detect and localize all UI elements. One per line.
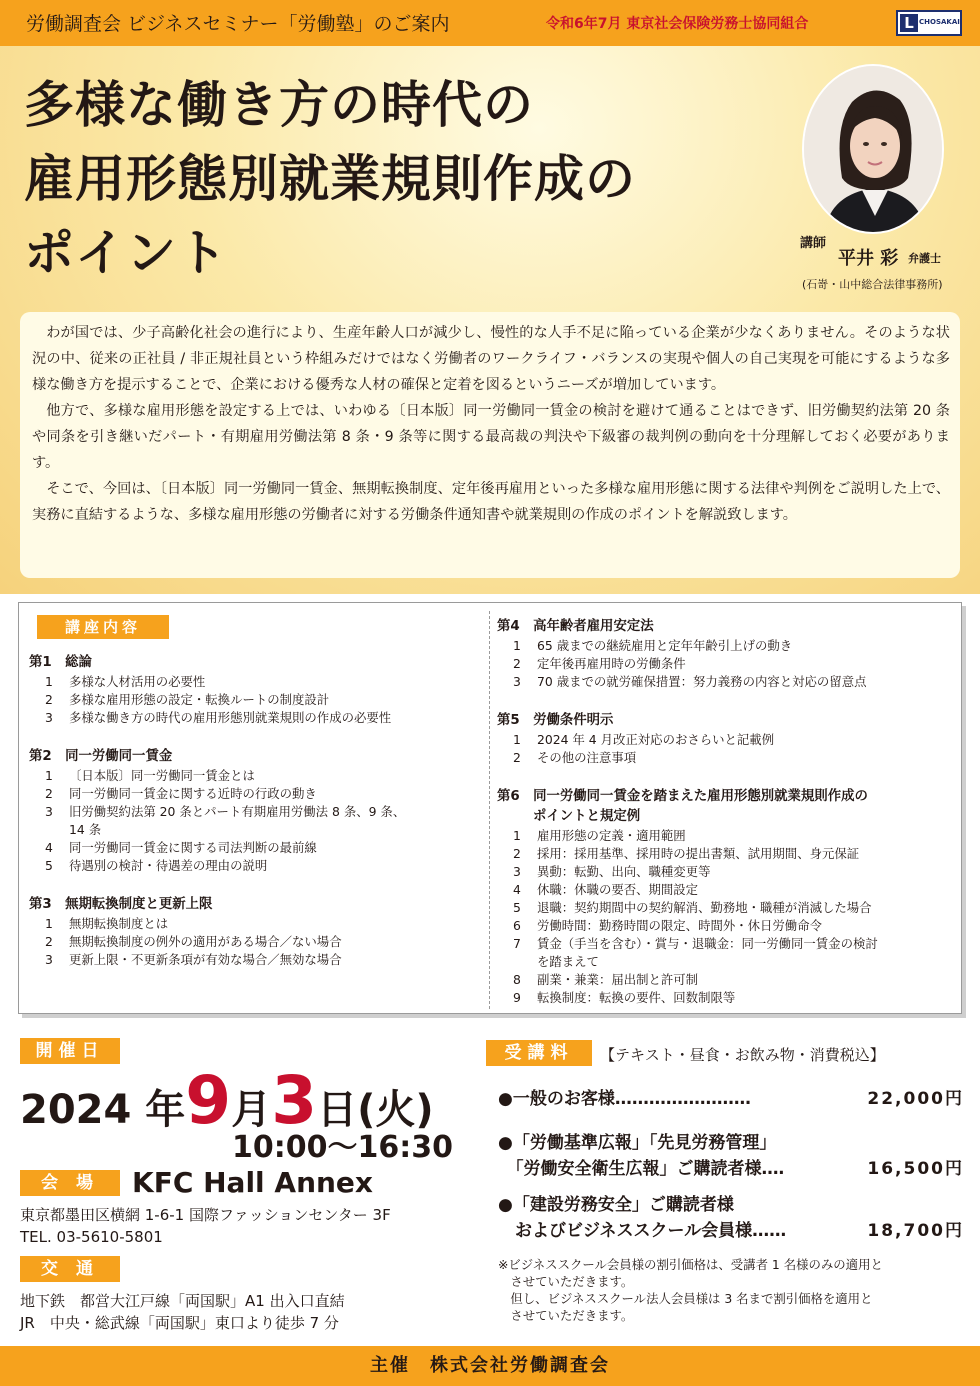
lecturer-title: 弁護士 [908,252,941,265]
section-heading: 第5 労働条件明示 [497,713,614,728]
course-section-3 [29,895,481,969]
list-item: 5 待遇別の検討・待遇差の理由の説明 [45,858,268,873]
price-general: 22,000円 [867,1089,964,1109]
intro-paragraph: わが国では、少子高齢化社会の進行により、生産年齢人口が減少し、慢性的な人手不足に陥っている企業が少なくありません。そのような状況の中、従来の正社員 / 非正規社員という枠組みだけではなく労働者のワークライフ・バランスの実現や個人の自己実現を可能にするような多様な働き方を提示することで、企業における優秀な人材の確保と定着を図るというニーズが増加しています。 [32,325,950,393]
event-time: 10:00～16:30 [232,1130,453,1165]
intro-text-box [20,312,960,578]
list-item: 3 70 歳までの就労確保措置：努力義務の内容と対応の留意点 [513,674,867,689]
fee-member: ●「建設労務安全」ご購読者様 およびビジネススクール会員様‥‥‥ 18,700円 [498,1192,964,1244]
lecturer-name: 平井 彩 [838,248,899,269]
page-title [24,68,636,290]
event-month: 9 [185,1062,232,1139]
title-line-2: 雇用形態別就業規則作成の [24,150,636,208]
list-item: 3 異動：転勤、出向、職種変更等 [513,864,711,879]
fee-subscriber: ●「労働基準広報」「先見労務管理」 「労働安全衛生広報」ご購読者様‥‥ 16,500円 [498,1130,964,1182]
section-heading: 第2 同一労働同一賃金 [29,749,173,764]
section-heading: 第1 総論 [29,655,92,670]
list-item: 4 同一労働同一賃金に関する司法判断の最前線 [45,840,317,855]
title-line-1: 多様な働き方の時代の [24,76,534,134]
logo-text: CHOSAKAI [919,18,960,26]
course-section-2 [29,747,481,875]
lecturer-affiliation: (石嵜・山中総合法律事務所) [802,278,943,291]
event-year: 2024 年 [20,1087,186,1133]
price-subscriber: 16,500円 [867,1159,964,1179]
course-contents-label: 講座内容 [37,615,169,639]
event-month-unit: 月 [231,1087,272,1133]
section-heading: 第3 無期転換制度と更新上限 [29,897,213,912]
fee-general: ●一般のお客様…………………… 22,000円 [498,1086,964,1112]
organizer-text: 主催 株式会社労働調査会 [370,1355,610,1376]
list-item: 7 賃金（手当を含む）・賞与・退職金：同一労働同一賃金の検討 を踏まえて [513,936,878,969]
footer-bar [0,1346,980,1386]
venue-name: KFC Hall Annex [132,1166,373,1199]
logo-letter: L [900,14,918,32]
header-bar [0,0,980,46]
lecturer-portrait-icon [804,66,944,234]
venue-label: 会 場 [20,1170,120,1196]
list-item: 3 更新上限・不更新条項が有効な場合／無効な場合 [45,952,342,967]
access-label: 交 通 [20,1256,120,1282]
fee-notes: ※ビジネススクール会員様の割引価格は、受講者 1 名様のみの適用と させていただきます。 但し、ビジネススクール法人会員様は 3 名まで割引価格を適用と させていただきます。 [498,1257,883,1323]
fee-inclusion-note: 【テキスト・昼食・お飲み物・消費税込】 [600,1046,885,1064]
list-item: 2 採用：採用基準、採用時の提出書類、試用期間、身元保証 [513,846,860,861]
course-section-6 [497,787,957,1007]
list-item: 2 多様な雇用形態の設定・転換ルートの制度設計 [45,692,330,707]
list-item: 1 2024 年 4 月改正対応のおさらいと記載例 [513,732,775,747]
fee-label: 受講料 [486,1040,592,1066]
list-item: 3 旧労働契約法第 20 条とパート有期雇用労働法 8 条、9 条、 14 条 [45,804,406,837]
list-item: 1 65 歳までの継続雇用と定年年齢引上げの動き [513,638,793,653]
cosponsor-text: 令和6年7月 東京社会保険労務士協同組合 [546,16,809,32]
date-label: 開催日 [20,1038,120,1064]
title-line-3: ポイント [24,224,228,282]
lecturer-role: 講師 [800,236,827,251]
intro-paragraph: 他方で、多様な雇用形態を設定する上では、いわゆる〔日本版〕同一労働同一賃金の検討を避けて通ることはできず、旧労働契約法第 20 条や同条を引き継いだパート・有期雇用労働法第 8 条・9 条等に関する最高裁の判決や下級審の裁判例の動向を十分理解しておく必要があります。 [32,403,950,471]
list-item: 6 労働時間：勤務時間の限定、時間外・休日労働命令 [513,918,822,933]
section-heading: 第4 高年齢者雇用安定法 [497,619,654,634]
access-subway: 地下鉄 都営大江戸線「両国駅」A1 出入口直結 [20,1292,345,1310]
list-item: 2 定年後再雇用時の労働条件 [513,656,686,671]
course-section-4 [497,617,957,691]
course-section-1 [29,653,481,727]
chosakai-logo [896,10,962,36]
list-item: 2 同一労働同一賃金に関する近時の行政の動き [45,786,317,801]
list-item: 1 無期転換制度とは [45,916,169,931]
intro-paragraph: そこで、今回は、〔日本版〕同一労働同一賃金、無期転換制度、定年後再雇用といった多様な雇用形態に関する法律や判例をご説明した上で、実務に直結するような、多様な雇用形態の労働者に対する労働条件通知書や就業規則の作成のポイントを解説致します。 [32,481,950,523]
list-item: 9 転換制度：転換の要件、回数制限等 [513,990,736,1005]
course-section-5 [497,711,957,767]
venue-address: 東京都墨田区横網 1-6-1 国際ファッションセンター 3F [20,1206,391,1224]
event-day-unit: 日(火) [317,1087,434,1133]
event-day: 3 [271,1062,318,1139]
lecturer-photo [802,64,944,234]
list-item: 2 その他の注意事項 [513,750,637,765]
list-item: 1 雇用形態の定義・適用範囲 [513,828,686,843]
list-item: 4 休職：休職の要否、期間設定 [513,882,699,897]
venue-tel: TEL. 03-5610-5801 [20,1228,163,1246]
list-item: 5 退職：契約期間中の契約解消、勤務地・職種が消滅した場合 [513,900,872,915]
list-item: 1 〔日本版〕同一労働同一賃金とは [45,768,255,783]
price-member: 18,700円 [867,1221,964,1241]
list-item: 2 無期転換制度の例外の適用がある場合／ない場合 [45,934,342,949]
list-item: 3 多様な働き方の時代の雇用形態別就業規則の作成の必要性 [45,710,392,725]
series-title: 労働調査会 ビジネスセミナー「労働塾」のご案内 [26,13,450,35]
list-item: 1 多様な人材活用の必要性 [45,674,206,689]
course-contents-box [18,602,962,1014]
column-divider [489,611,490,1009]
section-heading: 第6 同一労働同一賃金を踏まえた雇用形態別就業規則作成の ポイントと規定例 [497,789,868,824]
list-item: 8 副業・兼業：届出制と許可制 [513,972,699,987]
access-jr: JR 中央・総武線「両国駅」東口より徒歩 7 分 [20,1314,339,1332]
